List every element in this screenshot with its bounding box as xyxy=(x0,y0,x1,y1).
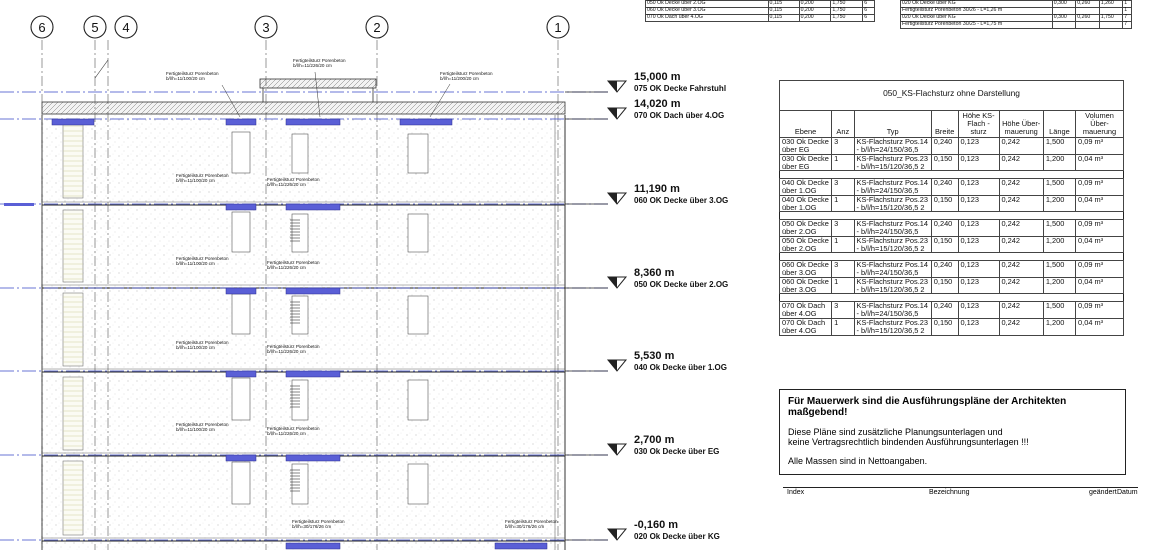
table-cell: 0,300 xyxy=(1052,1,1076,8)
schedule-row xyxy=(780,319,1124,336)
schedule-cell: 0,242 xyxy=(999,154,1043,171)
note-line-2: keine Vertragsrechtlich bindenden Ausführungsunterlagen !!! xyxy=(788,437,1029,447)
top-right-row xyxy=(901,22,1132,29)
revision-bar xyxy=(783,487,1138,498)
schedule-cell: 0,123 xyxy=(958,179,999,196)
stair-window xyxy=(63,461,83,535)
lift-roof xyxy=(260,79,376,88)
schedule-cell: 0,150 xyxy=(931,154,958,171)
lintel-label-title: Fertigteilsturz Porenbeton xyxy=(166,71,219,76)
schedule-cell: 0,123 xyxy=(958,220,999,237)
lintel xyxy=(286,543,340,549)
window xyxy=(408,464,428,504)
schedule-cell: 0,242 xyxy=(999,261,1043,278)
schedule-cell: 0,09 m³ xyxy=(1076,179,1124,196)
table-cell: 0,200 xyxy=(799,8,831,15)
schedule-cell: 0,04 m³ xyxy=(1076,319,1124,336)
schedule-row xyxy=(780,138,1124,155)
schedule-cell: 1,200 xyxy=(1043,319,1075,336)
window xyxy=(232,212,250,252)
lintel xyxy=(226,119,256,125)
lintel-label-title: Fertigteilsturz Porenbeton xyxy=(293,58,346,63)
schedule-cell: 1 xyxy=(832,319,854,336)
schedule-cell: 0,123 xyxy=(958,195,999,212)
schedule-row xyxy=(780,302,1124,319)
lintel-label-spec: b/l/h=11/100/20 cm xyxy=(176,261,215,266)
level-value: 15,000 m xyxy=(634,71,681,83)
schedule-row xyxy=(780,220,1124,237)
table-cell: 0,260 xyxy=(1076,1,1100,8)
lintel xyxy=(226,288,256,294)
level-name: 030 Ok Decke über EG xyxy=(634,447,720,456)
table-cell: Fertigteilsturz Porenbeton 30/26 - L=1,26 m xyxy=(901,8,1053,15)
schedule-title: 050_KS-Flachsturz ohne Darstellung xyxy=(780,81,1124,111)
schedule-cell: 050 Ok Decke über 2.OG xyxy=(780,236,832,253)
table-cell: 0,115 xyxy=(768,8,799,15)
schedule-cell: 3 xyxy=(832,179,854,196)
note-bold: Für Mauerwerk sind die Ausführungspläne der Architekten maßgebend! xyxy=(788,396,1067,418)
lintel xyxy=(286,371,340,377)
table-cell: 0,115 xyxy=(768,1,799,8)
schedule-cell: 1,200 xyxy=(1043,154,1075,171)
table-cell: 1 xyxy=(1123,8,1132,15)
lintel xyxy=(226,204,256,210)
window xyxy=(408,214,428,252)
level-value: 11,190 m xyxy=(634,183,680,195)
rev-date: Datum xyxy=(1117,489,1138,496)
schedule-cell: 0,09 m³ xyxy=(1076,138,1124,155)
table-cell: 1,260 xyxy=(1099,1,1123,8)
grid-leader xyxy=(95,60,108,78)
lintel xyxy=(226,455,256,461)
window xyxy=(408,380,428,420)
roof-slab xyxy=(42,102,565,114)
schedule-cell: KS-Flachsturz Pos.23 - b/l/h=15/120/36,5 2 xyxy=(854,277,931,294)
table-cell xyxy=(1099,22,1123,29)
schedule-cell: KS-Flachsturz Pos.23 - b/l/h=15/120/36,5 2 xyxy=(854,236,931,253)
lintel-label-title: Fertigteilsturz Porenbeton xyxy=(267,426,320,431)
window xyxy=(232,462,250,504)
level-value: -0,160 m xyxy=(634,519,679,531)
schedule-cell: 040 Ok Decke über 1.OG xyxy=(780,179,832,196)
lintel xyxy=(286,204,340,210)
schedule-cell: 1,500 xyxy=(1043,138,1075,155)
table-cell: 070 Ok Dach über 4.OG xyxy=(646,15,769,22)
schedule-header: Volumen Über- mauerung xyxy=(1076,110,1124,137)
schedule-header-row xyxy=(780,110,1124,137)
schedule-cell: 0,04 m³ xyxy=(1076,154,1124,171)
lintel-label-title: Fertigteilsturz Porenbeton xyxy=(505,519,558,524)
table-cell xyxy=(1052,22,1076,29)
level-value: 5,530 m xyxy=(634,350,675,362)
schedule-cell: 0,123 xyxy=(958,277,999,294)
lintel xyxy=(226,371,256,377)
lintel-label-spec: b/l/h=11/200/20 cm xyxy=(440,76,479,81)
schedule-cell: 0,09 m³ xyxy=(1076,220,1124,237)
lintel xyxy=(286,455,340,461)
lintel-label-spec: b/l/h=11/226/20 cm xyxy=(267,349,306,354)
schedule-cell: 1 xyxy=(832,154,854,171)
lintel-label-spec: b/l/h=11/226/20 cm xyxy=(267,182,306,187)
window xyxy=(232,294,250,334)
schedule-cell: 3 xyxy=(832,302,854,319)
table-cell: 6 xyxy=(863,1,875,8)
schedule-cell: KS-Flachsturz Pos.14 - b/l/h=24/150/36,5 xyxy=(854,138,931,155)
stair-window xyxy=(63,210,83,282)
schedule-cell: KS-Flachsturz Pos.23 - b/l/h=15/120/36,5 2 xyxy=(854,319,931,336)
schedule-cell: 0,123 xyxy=(958,261,999,278)
table-cell: 7 xyxy=(1123,15,1132,22)
schedule-cell: 0,123 xyxy=(958,319,999,336)
schedule-header: Länge xyxy=(1043,110,1075,137)
schedule-cell: 1 xyxy=(832,236,854,253)
top-schedule-right xyxy=(900,0,1132,29)
table-cell: 020 Ok Decke über KG xyxy=(901,15,1053,22)
level-value: 14,020 m xyxy=(634,98,681,110)
schedule-cell: 0,150 xyxy=(931,195,958,212)
level-name: 050 OK Decke über 2.OG xyxy=(634,280,729,289)
schedule-cell: KS-Flachsturz Pos.14 - b/l/h=24/150/36,5 xyxy=(854,261,931,278)
schedule-cell: 0,240 xyxy=(931,220,958,237)
schedule-cell: 0,150 xyxy=(931,319,958,336)
schedule-cell: 1,500 xyxy=(1043,261,1075,278)
schedule-cell: KS-Flachsturz Pos.14 - b/l/h=24/150/36,5 xyxy=(854,179,931,196)
window xyxy=(408,296,428,334)
top-left-row xyxy=(646,15,875,22)
table-cell: 1,750 xyxy=(831,1,863,8)
schedule-cell: 1,500 xyxy=(1043,302,1075,319)
schedule-cell: 0,123 xyxy=(958,138,999,155)
schedule-cell: 0,123 xyxy=(958,154,999,171)
schedule-header: Höhe KS-Flach - sturz xyxy=(958,110,999,137)
note-line-3: Alle Massen sind in Nettoangaben. xyxy=(788,456,928,466)
lintel-stub xyxy=(4,203,34,206)
window xyxy=(408,134,428,173)
schedule-cell: 1,500 xyxy=(1043,220,1075,237)
schedule-cell: KS-Flachsturz Pos.14 - b/l/h=24/150/36,5 xyxy=(854,302,931,319)
schedule-header: Ebene xyxy=(780,110,832,137)
schedule-cell: 1,200 xyxy=(1043,236,1075,253)
table-cell: 0,260 xyxy=(1076,15,1100,22)
schedule-cell: 3 xyxy=(832,138,854,155)
table-cell: 0,200 xyxy=(799,1,831,8)
schedule-row xyxy=(780,236,1124,253)
schedule-cell: 3 xyxy=(832,261,854,278)
level-name: 070 OK Dach über 4.OG xyxy=(634,111,725,120)
schedule-cell: 070 Ok Dach über 4.OG xyxy=(780,302,832,319)
schedule-cell: 070 Ok Dach über 4.OG xyxy=(780,319,832,336)
schedule-cell: 1 xyxy=(832,195,854,212)
schedule-cell: 0,242 xyxy=(999,179,1043,196)
level-name: 020 Ok Decke über KG xyxy=(634,532,720,541)
top-schedule-left xyxy=(645,0,875,22)
schedule-cell: 0,240 xyxy=(931,138,958,155)
table-cell: 6 xyxy=(863,15,875,22)
table-cell: 1 xyxy=(1123,1,1132,8)
level-value: 2,700 m xyxy=(634,434,675,446)
schedule-header: Anz xyxy=(832,110,854,137)
table-cell: 020 Ok Decke über KG xyxy=(901,1,1053,8)
lintel-label-spec: b/l/h=11/100/20 cm xyxy=(166,76,205,81)
table-cell: 7 xyxy=(1123,22,1132,29)
lintel-label-title: Fertigteilsturz Porenbeton xyxy=(176,340,229,345)
lintel-label-spec: b/l/h=11/100/20 cm xyxy=(176,178,215,183)
table-cell xyxy=(1076,22,1100,29)
table-cell: 1,750 xyxy=(1099,15,1123,22)
table-cell: 0,300 xyxy=(1052,15,1076,22)
schedule-cell: 0,242 xyxy=(999,138,1043,155)
rev-description: Bezeichnung xyxy=(929,489,970,496)
lintel-label-spec: b/l/h=30/176/26 cm xyxy=(505,524,545,529)
table-cell: 1,750 xyxy=(831,15,863,22)
stair-window xyxy=(63,122,83,198)
axis-label: 3 xyxy=(262,20,270,35)
lintel xyxy=(495,543,547,549)
window xyxy=(232,132,250,173)
table-cell: 1,750 xyxy=(831,8,863,15)
schedule-cell: 050 Ok Decke über 2.OG xyxy=(780,220,832,237)
lintel-label-spec: b/l/h=11/226/20 cm xyxy=(293,63,332,68)
lintel xyxy=(286,288,340,294)
axis-label: 2 xyxy=(373,20,381,35)
schedule-row xyxy=(780,195,1124,212)
schedule-cell: 1 xyxy=(832,277,854,294)
schedule-cell: 0,242 xyxy=(999,220,1043,237)
lintel-label-spec: b/l/h=11/100/20 cm xyxy=(176,427,215,432)
stair-window xyxy=(63,377,83,450)
lintel-schedule xyxy=(779,80,1124,336)
schedule-cell: 0,240 xyxy=(931,261,958,278)
schedule-cell: 0,242 xyxy=(999,319,1043,336)
door-opening xyxy=(292,134,308,173)
lintel-label-spec: b/l/h=11/226/20 cm xyxy=(267,265,306,270)
schedule-row xyxy=(780,277,1124,294)
schedule-cell: 0,09 m³ xyxy=(1076,261,1124,278)
schedule-row xyxy=(780,179,1124,196)
lintel-label-title: Fertigteilsturz Porenbeton xyxy=(440,71,493,76)
table-cell: 6 xyxy=(863,8,875,15)
schedule-cell: 040 Ok Decke über 1.OG xyxy=(780,195,832,212)
schedule-cell: 030 Ok Decke über EG xyxy=(780,154,832,171)
table-cell: 0,115 xyxy=(768,15,799,22)
lintel-label-title: Fertigteilsturz Porenbeton xyxy=(176,422,229,427)
schedule-cell: 1,200 xyxy=(1043,277,1075,294)
lintel xyxy=(52,119,94,125)
lintel-label-title: Fertigteilsturz Porenbeton xyxy=(292,519,345,524)
schedule-header: Breite xyxy=(931,110,958,137)
table-cell: 050 Ok Decke über 2.OG xyxy=(646,1,769,8)
lintel-label-title: Fertigteilsturz Porenbeton xyxy=(176,256,229,261)
schedule-cell: 0,242 xyxy=(999,195,1043,212)
axis-label: 4 xyxy=(122,20,130,35)
lintel-label-title: Fertigteilsturz Porenbeton xyxy=(267,260,320,265)
schedule-cell: 060 Ok Decke über 3.OG xyxy=(780,261,832,278)
level-name: 060 OK Decke über 3.OG xyxy=(634,196,729,205)
lintel-label-title: Fertigteilsturz Porenbeton xyxy=(267,177,320,182)
level-name: 040 Ok Decke über 1.OG xyxy=(634,363,727,372)
schedule-cell: 0,242 xyxy=(999,236,1043,253)
schedule-cell: 0,242 xyxy=(999,277,1043,294)
schedule-cell: 3 xyxy=(832,220,854,237)
axis-label: 5 xyxy=(91,20,99,35)
schedule-cell: 0,150 xyxy=(931,277,958,294)
rev-index: Index xyxy=(787,489,805,496)
general-note xyxy=(779,389,1126,475)
table-cell: Fertigteilsturz Porenbeton 30/25 - L=1,75 m xyxy=(901,22,1053,29)
schedule-header: Höhe Über- mauerung xyxy=(999,110,1043,137)
window xyxy=(232,378,250,420)
schedule-cell: 0,242 xyxy=(999,302,1043,319)
schedule-row xyxy=(780,261,1124,278)
schedule-row xyxy=(780,154,1124,171)
lintel xyxy=(400,119,452,125)
note-line-1: Diese Pläne sind zusätzliche Planungsunterlagen und xyxy=(788,427,1003,437)
table-cell: 060 Ok Decke über 3.OG xyxy=(646,8,769,15)
schedule-cell: 030 Ok Decke über EG xyxy=(780,138,832,155)
schedule-cell: 060 Ok Decke über 3.OG xyxy=(780,277,832,294)
schedule-cell: KS-Flachsturz Pos.23 - b/l/h=15/120/36,5 2 xyxy=(854,154,931,171)
schedule-cell: 1,500 xyxy=(1043,179,1075,196)
schedule-cell: KS-Flachsturz Pos.23 - b/l/h=15/120/36,5 2 xyxy=(854,195,931,212)
schedule-cell: 0,123 xyxy=(958,236,999,253)
lintel xyxy=(286,119,340,125)
schedule-cell: 1,200 xyxy=(1043,195,1075,212)
schedule-cell: 0,09 m³ xyxy=(1076,302,1124,319)
schedule-cell: 0,04 m³ xyxy=(1076,195,1124,212)
lintel-label-spec: b/l/h=11/100/20 cm xyxy=(176,345,215,350)
schedule-cell: 0,123 xyxy=(958,302,999,319)
axis-label: 6 xyxy=(38,20,46,35)
schedule-cell: 0,240 xyxy=(931,179,958,196)
lintel-label-title: Fertigteilsturz Porenbeton xyxy=(176,173,229,178)
schedule-cell: KS-Flachsturz Pos.14 - b/l/h=24/150/36,5 xyxy=(854,220,931,237)
table-cell: 0,200 xyxy=(799,15,831,22)
lintel-label-spec: b/l/h=11/226/20 cm xyxy=(267,431,306,436)
schedule-cell: 0,150 xyxy=(931,236,958,253)
schedule-header: Typ xyxy=(854,110,931,137)
level-value: 8,360 m xyxy=(634,267,675,279)
schedule-cell: 0,04 m³ xyxy=(1076,236,1124,253)
schedule-cell: 0,04 m³ xyxy=(1076,277,1124,294)
rev-changed: geändert xyxy=(1089,489,1117,496)
lintel-label-spec: b/l/h=30/176/26 cm xyxy=(292,524,332,529)
level-name: 075 OK Decke Fahrstuhl xyxy=(634,84,727,93)
lintel-label-title: Fertigteilsturz Porenbeton xyxy=(267,344,320,349)
axis-label: 1 xyxy=(554,20,562,35)
schedule-cell: 0,240 xyxy=(931,302,958,319)
stair-window xyxy=(63,293,83,366)
